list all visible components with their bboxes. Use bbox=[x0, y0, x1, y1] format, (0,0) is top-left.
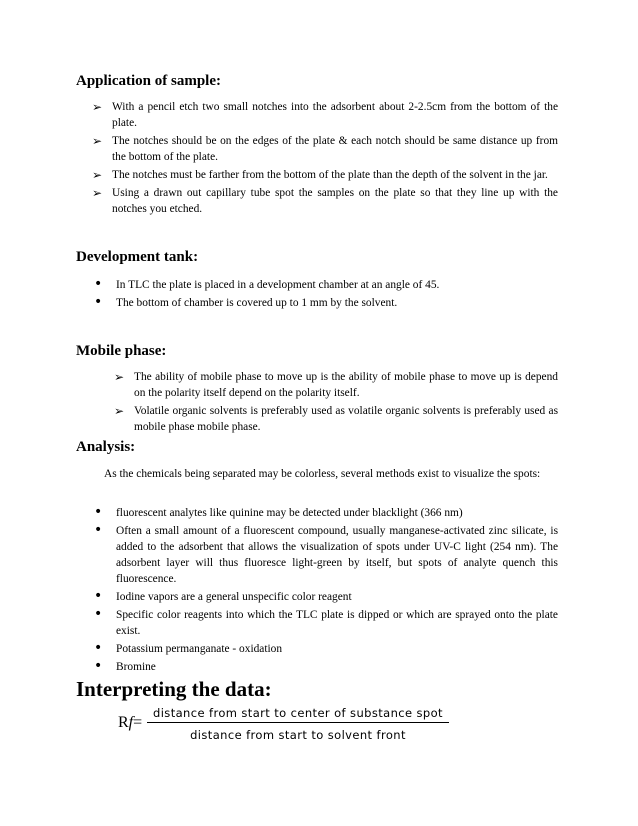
mobile-phase-list bbox=[108, 369, 558, 437]
section-heading-interpreting: Interpreting the data: bbox=[76, 677, 272, 701]
list-item: • In TLC the plate is placed in a development chamber at an angle of 45. bbox=[76, 277, 558, 293]
list-item: ➢ The notches must be farther from the bottom of the plate than the depth of the solvent in the jar. bbox=[86, 167, 558, 183]
list-item: • Potassium permanganate - oxidation bbox=[76, 641, 558, 657]
list-item: ➢ Volatile organic solvents is preferably used as volatile organic solvents is preferably used as mobile phase mobile phase. bbox=[108, 403, 558, 435]
list-item: • Specific color reagents into which the TLC plate is dipped or which are sprayed onto the plate exist. bbox=[76, 607, 558, 639]
analysis-intro: As the chemicals being separated may be colorless, several methods exist to visualize the spots: bbox=[104, 468, 541, 480]
section-heading-application: Application of sample: bbox=[76, 73, 222, 89]
list-item: • Iodine vapors are a general unspecific color reagent bbox=[76, 589, 558, 605]
list-item: • Often a small amount of a fluorescent compound, usually manganese-activated zinc silicate, is added to the adsorbent that allows the visualization of spots under UV-C light (254 nm). The adsorbent layer will thus fluoresce light-green by itself, but spots of analyte quench this fluorescence. bbox=[76, 523, 558, 587]
list-item: • fluorescent analytes like quinine may be detected under blacklight (366 nm) bbox=[76, 505, 558, 521]
section-heading-analysis: Analysis: bbox=[76, 439, 136, 455]
rf-formula bbox=[118, 706, 458, 746]
list-item: ➢ The notches should be on the edges of the plate & each notch should be same distance up from the bottom of the plate. bbox=[86, 133, 558, 165]
section-heading-development: Development tank: bbox=[76, 249, 199, 265]
rf-numerator: distance from start to center of substance spot bbox=[153, 706, 443, 720]
application-list bbox=[86, 99, 558, 219]
list-item: • The bottom of chamber is covered up to 1 mm by the solvent. bbox=[76, 295, 558, 311]
development-list bbox=[76, 277, 558, 313]
analysis-list bbox=[76, 505, 558, 677]
list-item: • Bromine bbox=[76, 659, 558, 675]
rf-fraction bbox=[143, 706, 453, 742]
section-heading-mobile-phase: Mobile phase: bbox=[76, 343, 167, 359]
list-item: ➢ With a pencil etch two small notches into the adsorbent about 2-2.5cm from the bottom of the plate. bbox=[86, 99, 558, 131]
list-item: ➢ The ability of mobile phase to move up is the ability of mobile phase to move up is depend on the polarity itself depend on the polarity itself. bbox=[108, 369, 558, 401]
rf-symbol: Rf= bbox=[118, 714, 143, 731]
rf-denominator: distance from start to solvent front bbox=[190, 728, 406, 742]
list-item: ➢ Using a drawn out capillary tube spot the samples on the plate so that they line up with the notches you etched. bbox=[86, 185, 558, 217]
